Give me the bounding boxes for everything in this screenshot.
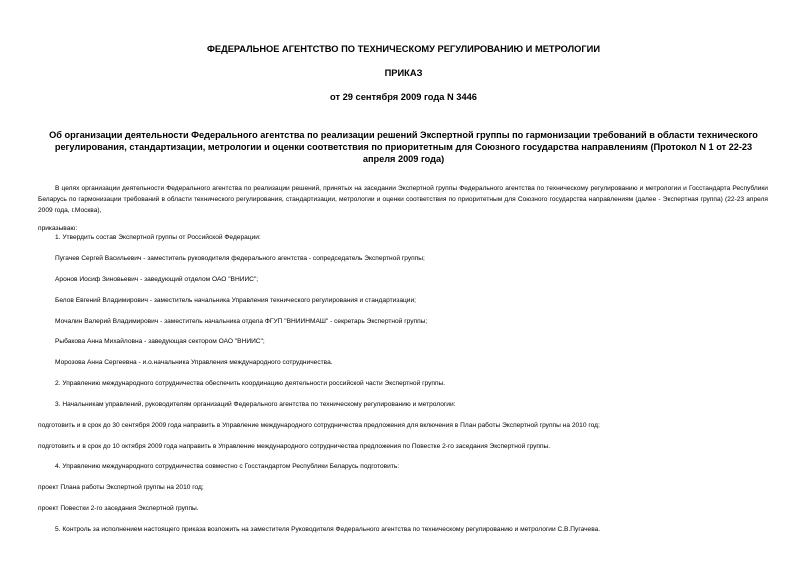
- list-item-member-1: Пугачев Сергей Васильевич - заместитель руководителя федерального агентства - сопредседатель Экспертной группы;: [55, 255, 425, 262]
- list-item-2: 2. Управлению международного сотрудничества обеспечить координацию деятельности российской части Экспертной группы.: [55, 380, 446, 387]
- order-word: приказываю:: [38, 225, 78, 232]
- list-item-1: 1. Утвердить состав Экспертной группы от Российской Федерации:: [55, 234, 261, 241]
- list-item-member-4: Мочалин Валерий Владимирович - заместитель начальника отдела ФГУП "ВНИИНМАШ" - секретарь Экспертной группы;: [55, 318, 428, 325]
- list-item-3-sub-2: подготовить и в срок до 10 октября 2009 года направить в Управление международного сотрудничества предложения по Повестке 2-го заседания Экспертной группы.: [38, 443, 551, 450]
- list-item-4-sub-2: проект Повестки 2-го заседания Экспертной группы.: [38, 505, 199, 512]
- preamble-paragraph: В целях организации деятельности Федерального агентства по реализации решений, принятых на заседании Экспертной группы Федерального агентства по техническому регулированию и метрологии и Госстандарта Республики Беларусь по гармонизации требований в области технического регулирования, стандартизации, метрологии и оценки соответствия по приоритетным для Союзного государства направлениям (далее - Экспертная группа) (22-23 апреля 2009 года, г.Москва),: [38, 185, 768, 214]
- document-title: Об организации деятельности Федерального агентства по реализации решений Экспертной группы по гармонизации требований в области технического регулирования, стандартизации, метрологии и оценки соответствия по приоритетным для Союзного государства направлениям (Протокол N 1 от 22-23 апреля 2009 года): [49, 130, 758, 164]
- list-item-5: 5. Контроль за исполнением настоящего приказа возложить на заместителя Руководителя Федерального агентства по техническому регулированию и метрологии С.В.Пугачева.: [55, 526, 601, 533]
- list-item-3: 3. Начальникам управлений, руководителям организаций Федерального агентства по техническому регулированию и метрологии:: [55, 401, 456, 408]
- list-item-member-3: Белов Евгений Владимирович - заместитель начальника Управления технического регулирования и стандартизации;: [55, 297, 416, 304]
- order-date-number: от 29 сентября 2009 года N 3446: [330, 92, 477, 102]
- list-item-member-6: Морозова Анна Сергеевна - и.о.начальника Управления международного сотрудничества.: [55, 359, 333, 366]
- list-item-member-2: Аронов Иосиф Зиновьевич - заведующий отделом ОАО "ВНИИС";: [55, 276, 259, 283]
- list-item-4: 4. Управлению международного сотрудничества совместно с Госстандартом Республики Беларусь подготовить:: [55, 463, 400, 470]
- list-item-4-sub-1: проект Плана работы Экспертной группы на 2010 год;: [38, 484, 204, 491]
- agency-heading: ФЕДЕРАЛЬНОЕ АГЕНТСТВО ПО ТЕХНИЧЕСКОМУ РЕГУЛИРОВАНИЮ И МЕТРОЛОГИИ: [206, 44, 601, 54]
- order-heading: ПРИКАЗ: [384, 68, 423, 78]
- list-item-3-sub-1: подготовить и в срок до 30 сентября 2009 года направить в Управление международного сотрудничества предложения для включения в План работы Экспертной группы на 2010 год;: [38, 422, 600, 429]
- list-item-member-5: Рыбакова Анна Михайловна - заведующая сектором ОАО "ВНИИС";: [55, 338, 265, 345]
